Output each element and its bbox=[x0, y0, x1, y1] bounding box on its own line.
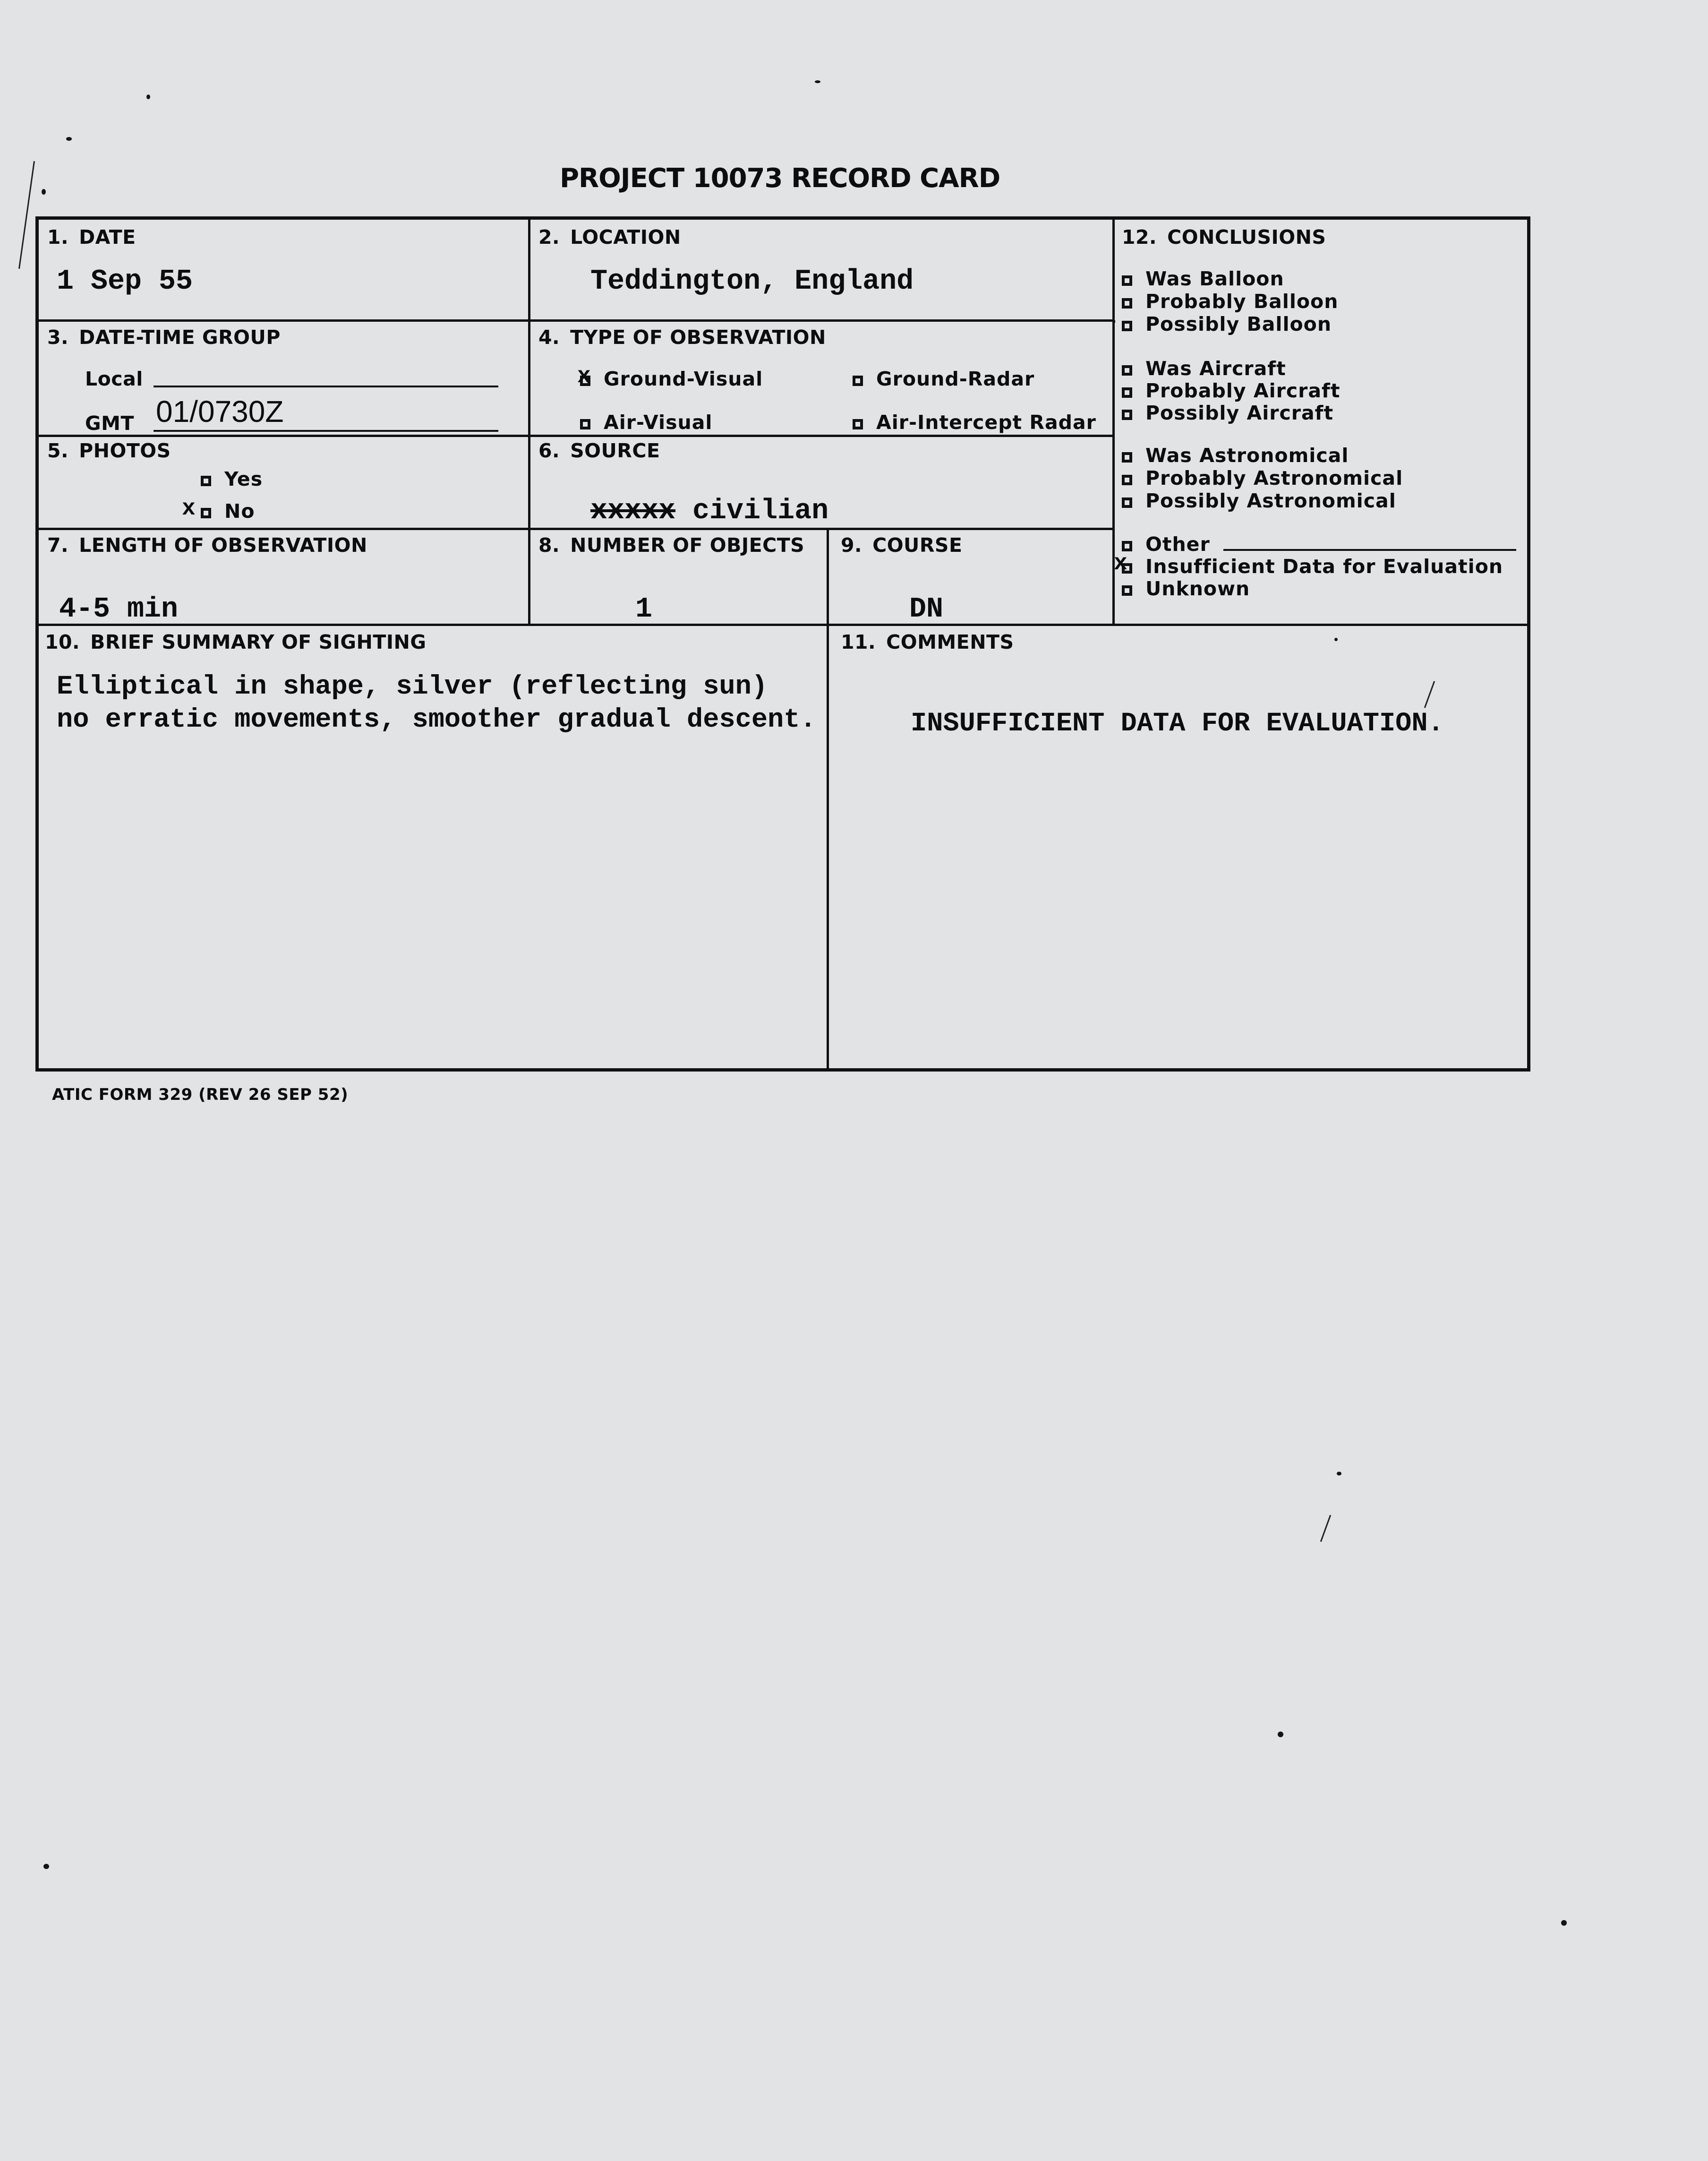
conclusion-option-label: Probably Astronomical bbox=[1145, 467, 1403, 489]
checkbox-icon bbox=[1122, 475, 1132, 485]
photos-no-mark: x bbox=[182, 496, 196, 522]
conclusion-option[interactable] bbox=[1122, 467, 1403, 489]
dtg-gmt-value: 01/0730Z bbox=[156, 394, 284, 429]
observation-type-label-text: TYPE OF OBSERVATION bbox=[570, 326, 826, 349]
source-value-text: civilian bbox=[692, 495, 829, 527]
conclusion-option-label: Was Balloon bbox=[1145, 267, 1284, 290]
source-label-text: SOURCE bbox=[570, 439, 660, 462]
location-label bbox=[538, 226, 681, 249]
summary-label-text: BRIEF SUMMARY OF SIGHTING bbox=[90, 631, 427, 653]
scan-speck bbox=[43, 1864, 49, 1869]
location-label-num: 2. bbox=[538, 226, 560, 249]
scan-scratch bbox=[1320, 1515, 1331, 1542]
divider bbox=[528, 216, 530, 624]
divider bbox=[35, 319, 1115, 322]
course-label bbox=[841, 534, 962, 557]
source-struck-text: xxxxx bbox=[590, 495, 676, 527]
divider bbox=[35, 624, 1530, 626]
photos-label-text: PHOTOS bbox=[79, 439, 171, 462]
conclusion-option-label: Other bbox=[1145, 533, 1210, 556]
observation-option-label: Air-Intercept Radar bbox=[876, 411, 1096, 434]
conclusions-label-num: 12. bbox=[1122, 226, 1157, 249]
photos-yes-label: Yes bbox=[224, 468, 263, 490]
summary-label-num: 10. bbox=[45, 631, 80, 653]
form-id: ATIC FORM 329 (REV 26 SEP 52) bbox=[52, 1085, 349, 1104]
conclusions-label bbox=[1122, 226, 1326, 249]
summary-line-2: no erratic movements, smoother gradual descent. bbox=[57, 705, 816, 735]
summary-label bbox=[45, 631, 427, 653]
summary-line-1: Elliptical in shape, silver (reflecting sun) bbox=[57, 672, 768, 702]
checkbox-icon bbox=[1122, 585, 1132, 596]
conclusion-option-insufficient-data[interactable] bbox=[1122, 555, 1503, 578]
checkbox-icon bbox=[201, 476, 211, 486]
length-label bbox=[47, 534, 367, 557]
photos-label bbox=[47, 439, 171, 462]
conclusion-option-other[interactable] bbox=[1122, 533, 1210, 556]
scan-scratch bbox=[18, 161, 35, 269]
photos-label-num: 5. bbox=[47, 439, 69, 462]
course-label-num: 9. bbox=[841, 534, 863, 557]
photos-no-label: No bbox=[224, 500, 255, 523]
scan-speck bbox=[42, 189, 46, 195]
observation-type-label bbox=[538, 326, 826, 349]
observation-option-label: Air-Visual bbox=[604, 411, 713, 434]
checkbox-icon bbox=[1122, 298, 1132, 309]
checkbox-icon bbox=[1122, 387, 1132, 398]
comments-label-num: 11. bbox=[841, 631, 876, 653]
objects-label bbox=[538, 534, 804, 557]
checkbox-icon bbox=[1122, 541, 1132, 551]
conclusion-option-label: Possibly Astronomical bbox=[1145, 489, 1396, 512]
conclusion-option-label: Unknown bbox=[1145, 577, 1250, 600]
dtg-gmt-line bbox=[154, 430, 498, 432]
dtg-label bbox=[47, 326, 281, 349]
conclusion-option[interactable] bbox=[1122, 313, 1332, 335]
observation-option-air-intercept-radar[interactable] bbox=[853, 411, 1096, 434]
conclusion-option-label: Probably Balloon bbox=[1145, 290, 1339, 313]
divider bbox=[35, 528, 1115, 530]
conclusion-option[interactable] bbox=[1122, 489, 1396, 512]
divider bbox=[35, 435, 1115, 437]
scan-speck bbox=[1561, 1920, 1567, 1926]
conclusion-option-label: Insufficient Data for Evaluation bbox=[1145, 555, 1503, 578]
scan-speck bbox=[66, 137, 72, 141]
conclusion-option-label: Was Astronomical bbox=[1145, 444, 1349, 467]
observation-option-ground-visual[interactable] bbox=[580, 368, 763, 390]
conclusion-option-label: Possibly Balloon bbox=[1145, 313, 1332, 335]
conclusion-option-label: Was Aircraft bbox=[1145, 357, 1286, 380]
photos-option-yes[interactable] bbox=[201, 468, 263, 490]
observation-type-label-num: 4. bbox=[538, 326, 560, 349]
location-label-text: LOCATION bbox=[570, 226, 681, 249]
date-value: 1 Sep 55 bbox=[57, 266, 193, 298]
conclusion-option-label: Probably Aircraft bbox=[1145, 379, 1341, 402]
conclusion-option[interactable] bbox=[1122, 402, 1333, 424]
checkbox-icon bbox=[1122, 497, 1132, 508]
length-label-text: LENGTH OF OBSERVATION bbox=[79, 534, 367, 557]
checkbox-icon bbox=[853, 419, 863, 429]
observation-option-label: Ground-Visual bbox=[604, 368, 763, 390]
conclusion-option-label: Possibly Aircraft bbox=[1145, 402, 1334, 424]
dtg-label-num: 3. bbox=[47, 326, 69, 349]
length-value: 4-5 min bbox=[59, 593, 179, 626]
checkbox-icon bbox=[1122, 275, 1132, 286]
comments-label bbox=[841, 631, 1014, 653]
date-label bbox=[47, 226, 136, 249]
other-line bbox=[1223, 549, 1516, 551]
checkbox-icon bbox=[201, 508, 211, 518]
checkmark-icon: x bbox=[577, 364, 591, 389]
dtg-gmt-label: GMT bbox=[85, 412, 134, 435]
conclusion-option[interactable] bbox=[1122, 444, 1349, 467]
conclusion-option[interactable] bbox=[1122, 379, 1341, 402]
checkmark-icon: x bbox=[1114, 551, 1127, 576]
checkbox-icon bbox=[853, 376, 863, 386]
scan-speck bbox=[146, 94, 150, 99]
source-label bbox=[538, 439, 660, 462]
dtg-label-text: DATE-TIME GROUP bbox=[79, 326, 281, 349]
checkbox-icon bbox=[1122, 410, 1132, 420]
divider bbox=[827, 528, 829, 1072]
conclusion-option[interactable] bbox=[1122, 357, 1286, 380]
comments-value: INSUFFICIENT DATA FOR EVALUATION. bbox=[911, 709, 1444, 739]
checkbox-icon bbox=[1122, 321, 1132, 331]
objects-value: 1 bbox=[635, 593, 653, 626]
course-label-text: COURSE bbox=[872, 534, 963, 557]
scan-speck bbox=[815, 80, 820, 83]
checkbox-icon bbox=[1122, 365, 1132, 376]
photos-option-no[interactable] bbox=[201, 500, 255, 523]
checkbox-icon bbox=[580, 419, 590, 429]
dtg-local-label: Local bbox=[85, 368, 143, 390]
checkbox-icon bbox=[1122, 452, 1132, 463]
location-value: Teddington, England bbox=[590, 266, 914, 298]
card-title: PROJECT 10073 RECORD CARD bbox=[560, 163, 1000, 194]
observation-option-air-visual[interactable] bbox=[580, 411, 712, 434]
objects-label-text: NUMBER OF OBJECTS bbox=[570, 534, 805, 557]
conclusions-label-text: CONCLUSIONS bbox=[1167, 226, 1326, 249]
source-value bbox=[590, 495, 828, 527]
conclusion-option[interactable] bbox=[1122, 267, 1284, 290]
scan-speck bbox=[1337, 1472, 1341, 1475]
date-label-text: DATE bbox=[79, 226, 136, 249]
scan-speck bbox=[1278, 1732, 1283, 1737]
objects-label-num: 8. bbox=[538, 534, 560, 557]
course-value: DN bbox=[909, 593, 944, 626]
date-label-num: 1. bbox=[47, 226, 69, 249]
length-label-num: 7. bbox=[47, 534, 69, 557]
dtg-local-line bbox=[154, 386, 498, 387]
comments-label-text: COMMENTS bbox=[886, 631, 1014, 653]
source-label-num: 6. bbox=[538, 439, 560, 462]
observation-option-label: Ground-Radar bbox=[876, 368, 1035, 390]
conclusion-option[interactable] bbox=[1122, 577, 1250, 600]
conclusion-option[interactable] bbox=[1122, 290, 1338, 313]
observation-option-ground-radar[interactable] bbox=[853, 368, 1034, 390]
